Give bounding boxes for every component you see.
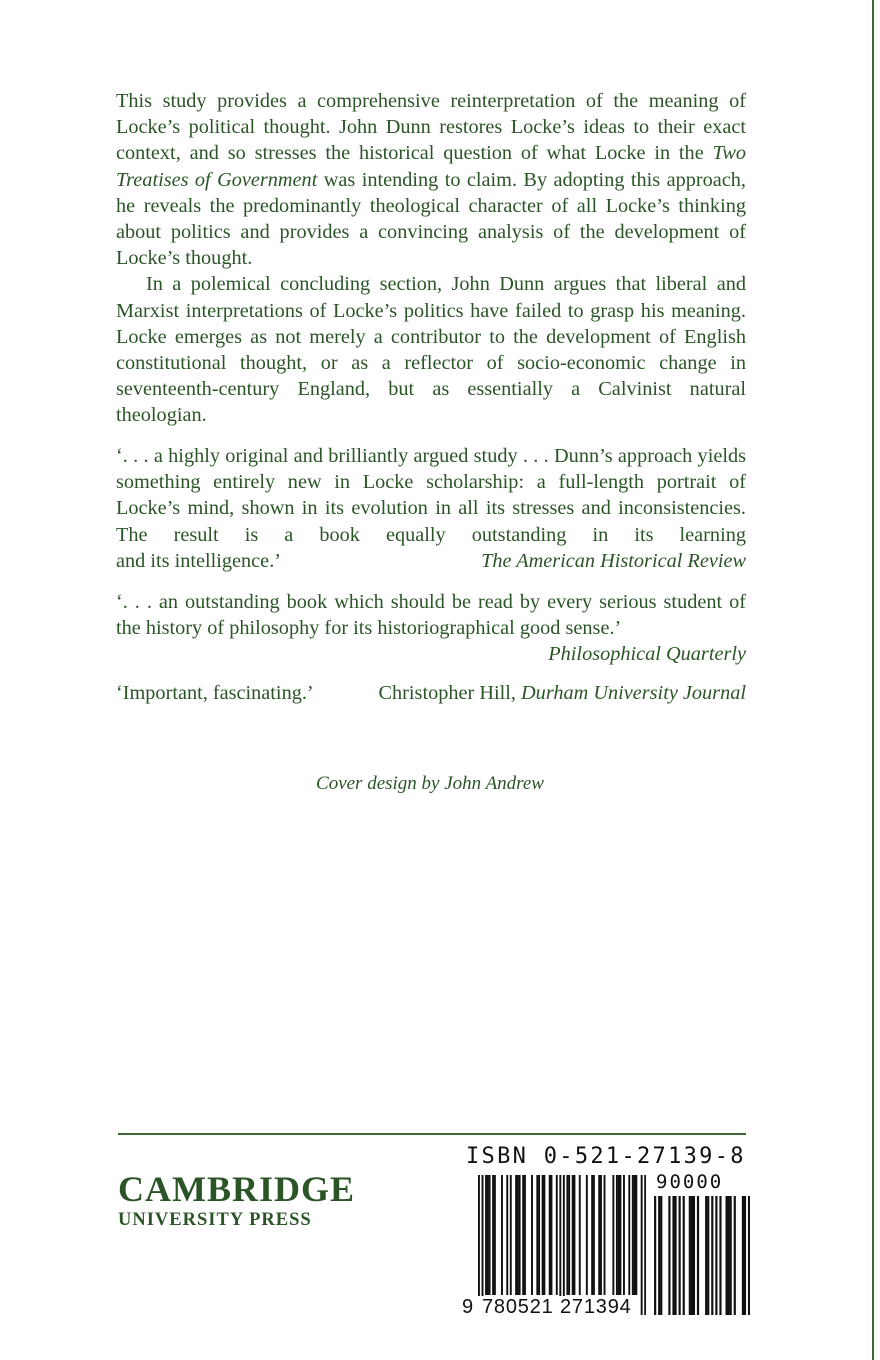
barcode-bar bbox=[573, 1175, 575, 1295]
price-code: 90000 bbox=[656, 1171, 724, 1193]
review-text-end: and its intelligence.’ bbox=[116, 549, 282, 572]
blurb-text bbox=[116, 88, 746, 429]
barcode-bar bbox=[628, 1175, 630, 1295]
addon-bar bbox=[697, 1196, 699, 1315]
ean-digits bbox=[462, 1296, 632, 1319]
review-philosophical-quarterly bbox=[116, 589, 746, 668]
addon-bar bbox=[658, 1196, 660, 1315]
barcode-bar bbox=[524, 1175, 526, 1295]
barcode-bar bbox=[515, 1175, 517, 1295]
barcode-price-addon bbox=[652, 1196, 750, 1315]
barcode-bar bbox=[531, 1175, 533, 1295]
addon-bar bbox=[693, 1196, 695, 1315]
cover-edge-line bbox=[872, 0, 874, 1360]
barcode-bar bbox=[542, 1175, 544, 1295]
barcode-bar bbox=[501, 1175, 503, 1295]
barcode-bar bbox=[517, 1175, 519, 1295]
barcode-bar bbox=[563, 1175, 565, 1315]
barcode-bar bbox=[492, 1175, 494, 1295]
barcode-bar bbox=[485, 1175, 487, 1295]
isbn-label: ISBN 0-521-27139-8 bbox=[466, 1144, 746, 1169]
barcode-bar bbox=[566, 1175, 568, 1295]
addon-bar bbox=[734, 1196, 736, 1315]
addon-bar bbox=[726, 1196, 728, 1315]
publisher-name: CAMBRIDGE bbox=[118, 1169, 356, 1209]
barcode-bar bbox=[619, 1175, 621, 1295]
publisher-subname: UNIVERSITY PRESS bbox=[118, 1210, 312, 1230]
barcode-bar bbox=[478, 1175, 480, 1315]
barcode-bar bbox=[489, 1175, 491, 1295]
ean-first-digit: 9 bbox=[462, 1296, 474, 1318]
addon-bar bbox=[728, 1196, 730, 1315]
barcode-bar bbox=[604, 1175, 606, 1295]
barcode-bar bbox=[551, 1175, 553, 1295]
blurb-paragraph-1: This study provides a comprehensive reinterpretation of the meaning of Locke’s political thought. John Dunn restores Locke’s ideas to their exact context, and so stresses the historical question of what Locke in the Two Treatises of Government was intending to claim. By adopting this approach, he reveals the predominantly theological character of all Locke’s thinking about politics and provides a convincing analysis of the development of Locke’s thought. bbox=[116, 90, 746, 270]
addon-bar bbox=[689, 1196, 691, 1315]
barcode-bar bbox=[510, 1175, 512, 1295]
addon-bar bbox=[674, 1196, 676, 1315]
review-text: ‘. . . an outstanding book which should be read by every serious student of the history of philosophy for its historiographical good sense.’ bbox=[116, 591, 746, 640]
addon-bar bbox=[691, 1196, 693, 1315]
review-text: ‘Important, fascinating.’ bbox=[116, 682, 314, 704]
addon-bar bbox=[715, 1196, 717, 1315]
addon-bar bbox=[683, 1196, 685, 1315]
barcode-bar bbox=[568, 1175, 570, 1295]
barcode-bar bbox=[572, 1175, 574, 1295]
barcode-bar bbox=[623, 1175, 625, 1295]
barcode-bar bbox=[634, 1175, 636, 1295]
barcode-bar bbox=[482, 1175, 484, 1315]
addon-bar bbox=[742, 1196, 744, 1315]
barcode-bar bbox=[641, 1175, 643, 1315]
barcode-bar bbox=[635, 1175, 637, 1295]
cover-design-credit: Cover design by John Andrew bbox=[316, 773, 544, 794]
review-source: The American Historical Review bbox=[481, 549, 746, 572]
review-source: Durham University Journal bbox=[521, 682, 746, 704]
addon-bar bbox=[672, 1196, 674, 1315]
review-attribution bbox=[379, 680, 747, 706]
barcode-bar bbox=[536, 1175, 538, 1295]
barcode-bar bbox=[543, 1175, 545, 1295]
ean-right-digits: 271394 bbox=[560, 1296, 632, 1318]
barcode-bar bbox=[600, 1175, 602, 1295]
barcode-bar bbox=[612, 1175, 614, 1295]
addon-bar bbox=[707, 1196, 709, 1315]
barcode-bar bbox=[487, 1175, 489, 1295]
addon-bar bbox=[744, 1196, 746, 1315]
addon-bar bbox=[660, 1196, 662, 1315]
barcode-bar bbox=[506, 1175, 508, 1295]
barcode-bar bbox=[519, 1175, 521, 1295]
addon-bar bbox=[679, 1196, 681, 1315]
barcode-bar bbox=[618, 1175, 620, 1295]
barcode-bar bbox=[591, 1175, 593, 1295]
barcode-bar bbox=[616, 1175, 618, 1295]
barcode-bar bbox=[579, 1175, 581, 1295]
barcode-bar bbox=[586, 1175, 588, 1295]
ean-left-digits: 780521 bbox=[482, 1296, 554, 1318]
addon-bar bbox=[711, 1196, 713, 1315]
addon-bar bbox=[719, 1196, 721, 1315]
barcode-bar bbox=[598, 1175, 600, 1295]
addon-bar bbox=[668, 1196, 670, 1315]
barcode-bar bbox=[644, 1175, 646, 1315]
book-title: Two Treatises of Government bbox=[116, 142, 746, 191]
addon-bar bbox=[705, 1196, 707, 1315]
barcode-bar bbox=[559, 1175, 561, 1315]
barcode-bar bbox=[593, 1175, 595, 1295]
addon-bar bbox=[748, 1196, 750, 1315]
barcode-bar bbox=[549, 1175, 551, 1295]
addon-bar bbox=[730, 1196, 732, 1315]
blurb-paragraph-2: In a polemical concluding section, John Dunn argues that liberal and Marxist interpretations of Locke’s politics have failed to grasp his meaning. Locke emerges as not merely a contributor to the development of English constitutional thought, or as a reflector of socio-economic change in seventeenth-century England, but as essentially a Calvinist natural theologian. bbox=[116, 273, 746, 427]
review-source: Philosophical Quarterly bbox=[548, 643, 746, 666]
review-durham bbox=[116, 680, 746, 706]
publisher-logo bbox=[118, 1170, 355, 1232]
barcode-bar bbox=[522, 1175, 524, 1295]
divider-rule bbox=[118, 1133, 746, 1135]
barcode-ean13 bbox=[478, 1175, 646, 1315]
review-text: ‘. . . a highly original and brilliantly argued study . . . Dunn’s approach yields something entirely new in Locke scholarship: a full-length portrait of Locke’s mind, shown in its evolution in all its stresses and inconsistencies. The result is a book equally outstanding in its learning bbox=[116, 445, 746, 546]
review-author: Christopher Hill, bbox=[378, 682, 522, 704]
barcode-bar bbox=[556, 1175, 558, 1295]
barcode-bar bbox=[632, 1175, 634, 1295]
barcode-bar bbox=[494, 1175, 496, 1295]
barcode-bar bbox=[538, 1175, 540, 1295]
addon-bar bbox=[654, 1196, 656, 1315]
review-american-historical bbox=[116, 443, 746, 574]
